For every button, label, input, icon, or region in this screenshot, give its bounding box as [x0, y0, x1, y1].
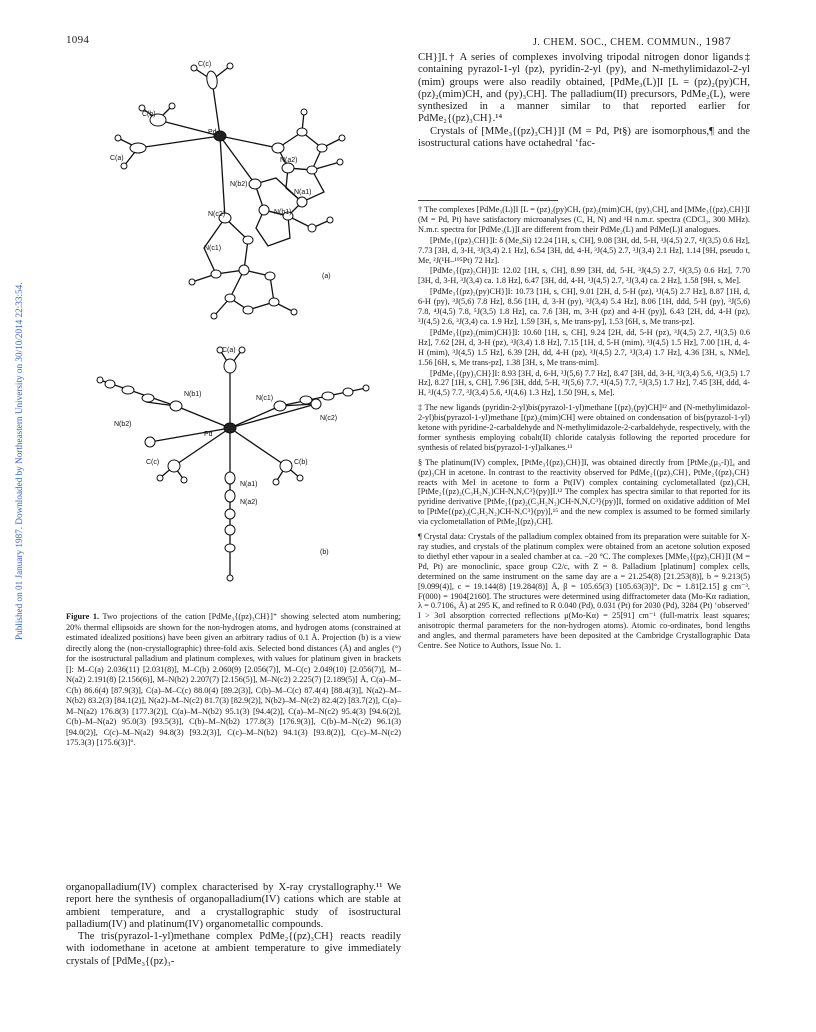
journal-year: 1987 — [705, 34, 732, 48]
journal-header — [533, 34, 731, 49]
label-b-na1: N(a1) — [240, 481, 258, 488]
body-paragraph: The tris(pyrazol-1-yl)methane complex PdMe₂{(pz)₃CH} reacts readily with iodomethane in acetone at ambient temperature to give immediately crystals of [PdMe₃{(pz)₃- — [66, 931, 401, 967]
label-b-pd: Pd — [204, 431, 213, 438]
label-b-cc: C(c) — [146, 459, 160, 466]
label-a-nb1: N(b1) — [274, 209, 292, 216]
right-column-body — [418, 52, 750, 150]
label-b-nc1: N(c1) — [256, 395, 274, 402]
footnote: † The complexes [PdMe₃(L)]I [L = (pz)₂(py)CH, (pz)₂(mim)CH, (py)₃CH], and [MMe₃{(pz)₃CH}]I (M = Pd, Pt) have satisfactory microanalyses (C, H, N) and ¹H n.m.r. spectra (CDCl₃, 300 MHz). N.m.r. spectra for [PdMe₃(L)]I are different from their PdMe₂(L) and PdMe(L)I analogues. — [418, 205, 750, 234]
journal-name: J. CHEM. SOC., CHEM. COMMUN., — [533, 37, 703, 48]
download-notice[interactable]: Published on 01 January 1987. Downloaded by Northeastern University on 30/10/2014 22:33:54. — [14, 282, 24, 640]
footnote: [PdMe₃{(pz)₃CH}]I: 12.02 [1H, s, CH], 8.99 [3H, dd, 5-H, ³J(4,5) 2.7, ⁴J(3,5) 0.6 Hz], 7.70 [3H, d, 3-H, ³J(3,4) ca. 1.8 Hz], 6.47 [3H, dd, 4-H, ³J(4,5) 2.7, ³J(3,4) ca. 2 Hz], 1.58 [9H, s, Me]. — [418, 266, 750, 286]
footnote: ‡ The new ligands (pyridin-2-yl)bis(pyrazol-1-yl)methane [(pz)₂(py)CH]¹² and (N-methylimidazol-2-yl)bis(pyrazol-1-yl)methane [(pz)₂(mim)CH] were obtained on condensation of bis(pyrazol-1-yl) ketone with pyridine-2-carbaldehyde and N-methylimidazole-2-carbaldehyde, respectively, with the former synthesis employing cobalt(II) chloride catalysis following the reported procedure for synthesis of related bis(pyrazol-1-yl)alkanes.¹³ — [418, 403, 750, 452]
footnote: ¶ Crystal data: Crystals of the palladium complex obtained from its preparation were suitable for X-ray studies, and crystals of the platinum complex were obtained from an acetone solution exposed to diethyl ether vapour in a sealed chamber at ca. −20 °C. The complexes [MMe₃{(pz)₃CH}]I (M = Pd, Pt) are monoclinic, space group C2/c, with Z = 8. Palladium [platinum] complex cells, determined on the same instrument on the same day are a = 21.254(8) [21.253(8)], b = 9.213(5) [9.099(4)], c = 19.144(8) [19.284(8)] Å, β = 105.65(3) [105.63(3)]°, Dc = 1.81[2.15] g cm⁻³, F(000) = 1904[2160]. The structures were determined using diffractometer data (Mo-Kα radiation, λ = 0.7106₉ Å) at 295 K, and refined to R 0.040 (Pd), 0.031 (Pt) for 2030 (Pd), 3284 (Pt) ‘observed’ I > 3σI absorption corrected reflections μ(Mo-Kα) = 25[91] cm⁻¹ (full-matrix least squares; anisotropic thermal parameters for the non-hydrogen atoms). Atomic co-ordinates, bond lengths and angles, and thermal parameters have been deposited at the Cambridge Crystallographic Data Centre. See Notice to Authors, Issue No. 1. — [418, 532, 750, 651]
label-b-nc2: N(c2) — [320, 415, 338, 422]
label-b-na2: N(a2) — [240, 499, 258, 506]
label-a-ca: C(a) — [110, 155, 124, 162]
footnote-rule — [418, 200, 558, 201]
label-a-cb: C(b) — [142, 111, 156, 118]
footnotes — [418, 205, 750, 652]
figure-caption-text: Two projections of the cation [PdMe₃{(pz)₃CH}]⁺ showing selected atom numbering; 20% thermal ellipsoids are shown for the non-hydrogen atoms, and hydrogen atoms (constrained at estimated idealized positions) have been given an arbitrary radius of 0.1 Å. Projection (b) is a view directly along the (non-crystallographic) three-fold axis. Selected bond distances (Å) and angles (°) for the isostructural palladium and platinum complexes, with values for platinum given in brackets []: M–C(a) 2.036(11) [2.031(8)], M–C(b) 2.060(9) [2.056(7)], M–C(c) 2.049(10) [2.056(7)], M–N(a2) 2.191(8) [2.156(6)], M–N(b2) 2.207(7) [2.156(5)], M–N(c2) 2.225(7) [2.189(5)] Å, C(a)–M–C(b) 86.6(4) [87.9(3)], C(a)–M–C(c) 88.0(4) [89.2(3)], C(b)–M–C(c) 87.4(4) [88.4(3)], N(a2)–M–N(b2) 83.2(3) [84.1(2)], N(a2)–M–N(c2) 81.7(3) [82.9(2)], N(b2)–M–N(c2) 82.4(2) [83.7(2)], C(a)–M–N(a2) 176.8(3) [177.3(2)], C(a)–M–N(b2) 95.1(3) [94.4(2)], C(a)–M–N(c2) 95.4(3) [94.6(2)], C(b)–M–N(a2) 95.0(3) [93.5(3)], C(b)–M–N(b2) 177.8(3) [176.9(3)], C(b)–M–N(c2) 96.1(3) [94.0(2)], C(c)–M–N(a2) 94.8(3) [93.2(3)], C(c)–M–N(b2) 94.1(3) [93.8(2)], C(c)–M–N(c2) 175.3(3) [175.6(3)]°. — [66, 612, 401, 747]
figure-caption — [66, 612, 401, 749]
label-a-nc2: N(c2) — [208, 211, 226, 218]
left-column-body — [66, 882, 401, 968]
body-paragraph: CH}]I.† A series of complexes involving tripodal nitrogen donor ligands‡ containing pyrazol-1-yl (pz), pyridin-2-yl (py), and N-methylimidazol-2-yl (mim) groups were also readily obtained, [PdMe₃(L)]I [L = (pz)₂(py)CH, (pz)₂(mim)CH, and (py)₃CH]. The palladium(II) precursors, PdMe₂(L), were synthesized in a manner similar to that reported earlier for PdMe₂{(pz)₃CH}.¹⁴ — [418, 52, 750, 125]
label-a-na2: N(a2) — [280, 157, 298, 164]
figure-projection-b — [80, 338, 400, 600]
label-a-nc1: N(c1) — [204, 245, 222, 252]
label-a-pd: Pd — [208, 129, 217, 136]
label-b-cb: C(b) — [294, 459, 308, 466]
body-paragraph: organopalladium(IV) complex characterised by X-ray crystallography.¹¹ We report here the synthesis of organopalladium(IV) cations which are stable at ambient temperature, and a crystallographic study of isostructural palladium(IV) and platinum(IV) organometallic compounds. — [66, 882, 401, 930]
label-a-nb2: N(b2) — [230, 181, 248, 188]
footnote: § The platinum(IV) complex, [PtMe₃{(pz)₃CH}]I, was obtained directly from [PtMe₃(μ₃-I)]₄ and (pz)₃CH in acetone. In contrast to the reactivity observed for PdMe₂{(pz)₃CH}, PtMe₂{(pz)₃CH} reacts with MeI in acetone to form a Pt(IV) complex containing cyclometallated (pz)₃CH, [PtMe₂{(pz)₂(C₃H₂N₂)CH-N,N,C³}(py)]I.¹² The complex has spectra similar to that reported for its pyridine derivative [PtMe₂{(pz)₂(C₃H₂N₂)CH-N,N,C³}(py)]I, formed on oxidative addition of MeI to [PtMe{(pz)₂(C₃H₂N₂)CH-N,C³}(py)],¹⁵ and the new complex is assumed to be formed similarly via cyclometallation of PtMe₂[(pz)₃CH]. — [418, 457, 750, 527]
label-b-nb2: N(b2) — [114, 421, 132, 428]
footnote: [PdMe₃{(pz)₂(mim)CH}]I: 10.60 [1H, s, CH], 9.24 [2H, dd, 5-H (pz), ³J(4,5) 2.7, ⁴J(3,5) 0.6 Hz], 7.62 [2H, d, 3-H (pz), ³J(3,4) 1.8 Hz], 7.15 [1H, d, 5-H (mim), ³J(4,5) 1.5 Hz], 7.00 [1H, d, 4-H (mim), ³J(4,5) 1.5 Hz], 6.39 [2H, dd, 4-H (pz), ³J(4,5) 2.7, ³J(3,4) 1.7 Hz], 4.36 [3H, s, NMe], 1.56 [6H, s, Me trans-pz], 1.38 [3H, s, Me trans-mim]. — [418, 327, 750, 367]
footnote: [PdMe₃{(pz)₂(py)CH}]I: 10.73 [1H, s, CH], 9.01 [2H, d, 5-H (pz), ³J(4,5) 2.7 Hz], 8.87 [1H, d, 6-H (py), ³J(5,6) 7.8 Hz], 8.56 [1H, d, 3-H (py), ³J(3,4) 5.4 Hz], 8.06 [1H, ddd, 5-H (py), ³J(5,6) 7.8, ⁴J(4,5) 7.8, ⁵J(3,5) 1.8 Hz], ca. 7.6 [3H, m, 3-H (pz) and 4-H (py)], 6.43 [2H, dd, 4-H (pz), ³J(4,5) 2.6, ³J(3,4) ca. 1.9 Hz], 1.59 [3H, s, Me trans-py], 1.53 [6H, s, Me trans-pz]. — [418, 287, 750, 326]
footnote: [PtMe₃{(pz)₃CH}]I: δ (Me₄Si) 12.24 [1H, s, CH], 9.08 [3H, dd, 5-H, ³J(4,5) 2.7, ⁴J(3,5) 0.6 Hz], 7.73 [3H, d, 3-H, ³J(3,4) 2.1 Hz], 6.54 [3H, dd, 4-H, ³J(4,5) 2.7, ³J(3,4) 2.1 Hz], 1.14 [9H, pseudo t, Me, ²J(¹H–¹⁹⁵Pt) 72 Hz]. — [418, 235, 750, 265]
body-paragraph: Crystals of [MMe₃{(pz)₃CH}]I (M = Pd, Pt§) are isomorphous,¶ and the isostructural cations have octahedral ‘fac- — [418, 125, 750, 150]
label-b-nb1: N(b1) — [184, 391, 202, 398]
label-a-na1: N(a1) — [294, 189, 312, 196]
footnote: [PdMe₃{(py)₃CH}]I: 8.93 [3H, d, 6-H, ³J(5,6) 7.7 Hz], 8.47 [3H, dd, 3-H, ³J(3,4) 5.6, ⁴J(3,5) 1.7 Hz], 8.27 [1H, s, CH], 7.96 [3H, ddd, 5-H, ³J(5,6) 7.7, ⁴J(4,5) 7.7, ⁵J(3,5) 1.7 Hz], 7.45 [3H, ddd, 4-H, ³J(4,5) 7.7, ³J(3,4) 5.6, ⁴J(4,6) 1.3 Hz], 1.50 [9H, s, Me]. — [418, 368, 750, 398]
label-a-cc: C(c) — [198, 61, 212, 68]
label-a-caption: (a) — [322, 273, 331, 280]
label-b-ca: C(a) — [222, 347, 236, 354]
page-number: 1094 — [66, 34, 90, 46]
figure-label: Figure 1. — [66, 612, 100, 621]
label-b-caption: (b) — [320, 549, 329, 556]
figure-projection-a — [80, 52, 400, 332]
